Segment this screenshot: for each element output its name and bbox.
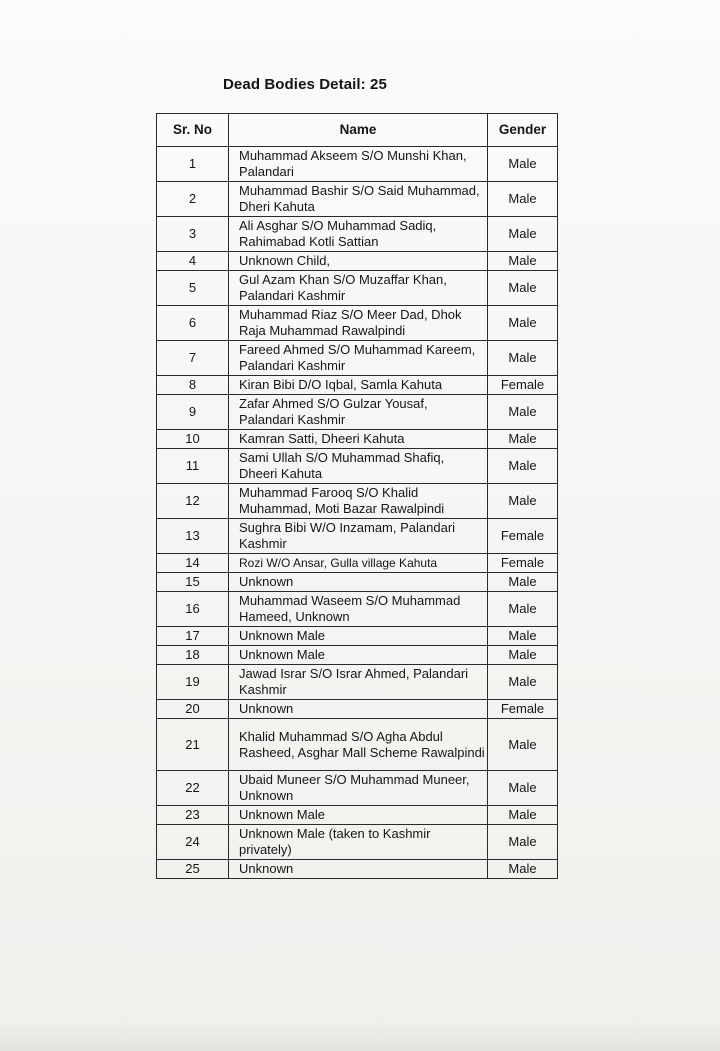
header-sr-no: Sr. No — [157, 114, 229, 147]
gender-cell: Female — [488, 519, 558, 554]
sr-no-cell: 9 — [157, 395, 229, 430]
gender-cell: Male — [488, 252, 558, 271]
table-row — [157, 700, 558, 719]
gender-cell: Male — [488, 430, 558, 449]
gender-cell: Male — [488, 646, 558, 665]
dead-bodies-table — [156, 113, 558, 879]
gender-cell: Male — [488, 771, 558, 806]
table-row — [157, 573, 558, 592]
gender-cell: Female — [488, 376, 558, 395]
gender-cell: Male — [488, 860, 558, 879]
sr-no-cell: 16 — [157, 592, 229, 627]
table-row — [157, 646, 558, 665]
name-cell: Jawad Israr S/O Israr Ahmed, Palandari Kashmir — [229, 665, 488, 700]
name-cell: Zafar Ahmed S/O Gulzar Yousaf, Palandari Kashmir — [229, 395, 488, 430]
sr-no-cell: 1 — [157, 147, 229, 182]
table-row — [157, 341, 558, 376]
sr-no-cell: 24 — [157, 825, 229, 860]
name-cell: Khalid Muhammad S/O Agha Abdul Rasheed, Asghar Mall Scheme Rawalpindi — [229, 719, 488, 771]
sr-no-cell: 11 — [157, 449, 229, 484]
gender-cell: Male — [488, 825, 558, 860]
name-cell: Kiran Bibi D/O Iqbal, Samla Kahuta — [229, 376, 488, 395]
gender-cell: Female — [488, 700, 558, 719]
sr-no-cell: 7 — [157, 341, 229, 376]
header-name: Name — [229, 114, 488, 147]
table-row — [157, 376, 558, 395]
sr-no-cell: 19 — [157, 665, 229, 700]
name-cell: Muhammad Bashir S/O Said Muhammad, Dheri Kahuta — [229, 182, 488, 217]
name-cell: Ubaid Muneer S/O Muhammad Muneer, Unknown — [229, 771, 488, 806]
sr-no-cell: 6 — [157, 306, 229, 341]
gender-cell: Male — [488, 627, 558, 646]
gender-cell: Male — [488, 395, 558, 430]
table-row — [157, 665, 558, 700]
sr-no-cell: 17 — [157, 627, 229, 646]
header-gender: Gender — [488, 114, 558, 147]
name-cell: Fareed Ahmed S/O Muhammad Kareem, Palandari Kashmir — [229, 341, 488, 376]
table-row — [157, 771, 558, 806]
table-row — [157, 806, 558, 825]
table-row — [157, 430, 558, 449]
name-cell: Ali Asghar S/O Muhammad Sadiq, Rahimabad Kotli Sattian — [229, 217, 488, 252]
sr-no-cell: 3 — [157, 217, 229, 252]
name-cell: Muhammad Farooq S/O Khalid Muhammad, Moti Bazar Rawalpindi — [229, 484, 488, 519]
table-row — [157, 519, 558, 554]
name-cell: Kamran Satti, Dheeri Kahuta — [229, 430, 488, 449]
gender-cell: Male — [488, 306, 558, 341]
name-cell: Muhammad Waseem S/O Muhammad Hameed, Unknown — [229, 592, 488, 627]
name-cell: Sughra Bibi W/O Inzamam, Palandari Kashmir — [229, 519, 488, 554]
sr-no-cell: 15 — [157, 573, 229, 592]
table-row — [157, 484, 558, 519]
gender-cell: Male — [488, 217, 558, 252]
sr-no-cell: 22 — [157, 771, 229, 806]
gender-cell: Male — [488, 806, 558, 825]
table-row — [157, 449, 558, 484]
gender-cell: Male — [488, 665, 558, 700]
name-cell: Muhammad Riaz S/O Meer Dad, Dhok Raja Muhammad Rawalpindi — [229, 306, 488, 341]
gender-cell: Male — [488, 484, 558, 519]
sr-no-cell: 2 — [157, 182, 229, 217]
table-row — [157, 182, 558, 217]
name-cell: Unknown Male — [229, 646, 488, 665]
gender-cell: Male — [488, 271, 558, 306]
gender-cell: Male — [488, 449, 558, 484]
table-row — [157, 825, 558, 860]
document-title: Dead Bodies Detail: 25 — [223, 76, 387, 93]
table-header-row — [157, 114, 558, 147]
name-cell: Rozi W/O Ansar, Gulla village Kahuta — [229, 554, 488, 573]
sr-no-cell: 13 — [157, 519, 229, 554]
gender-cell: Female — [488, 554, 558, 573]
name-cell: Sami Ullah S/O Muhammad Shafiq, Dheeri Kahuta — [229, 449, 488, 484]
name-cell: Unknown Child, — [229, 252, 488, 271]
gender-cell: Male — [488, 592, 558, 627]
table-row — [157, 306, 558, 341]
table-row — [157, 592, 558, 627]
table-row — [157, 860, 558, 879]
sr-no-cell: 12 — [157, 484, 229, 519]
sr-no-cell: 20 — [157, 700, 229, 719]
gender-cell: Male — [488, 341, 558, 376]
gender-cell: Male — [488, 573, 558, 592]
name-cell: Unknown — [229, 573, 488, 592]
sr-no-cell: 10 — [157, 430, 229, 449]
sr-no-cell: 4 — [157, 252, 229, 271]
table-row — [157, 395, 558, 430]
sr-no-cell: 21 — [157, 719, 229, 771]
sr-no-cell: 23 — [157, 806, 229, 825]
sr-no-cell: 5 — [157, 271, 229, 306]
sr-no-cell: 18 — [157, 646, 229, 665]
gender-cell: Male — [488, 719, 558, 771]
table-row — [157, 217, 558, 252]
table-row — [157, 719, 558, 771]
table-row — [157, 252, 558, 271]
sr-no-cell: 14 — [157, 554, 229, 573]
name-cell: Unknown Male — [229, 627, 488, 646]
name-cell: Unknown Male — [229, 806, 488, 825]
table-row — [157, 147, 558, 182]
name-cell: Unknown — [229, 860, 488, 879]
gender-cell: Male — [488, 147, 558, 182]
table-row — [157, 554, 558, 573]
name-cell: Unknown — [229, 700, 488, 719]
table-row — [157, 271, 558, 306]
sr-no-cell: 8 — [157, 376, 229, 395]
name-cell: Unknown Male (taken to Kashmir privately) — [229, 825, 488, 860]
table-row — [157, 627, 558, 646]
gender-cell: Male — [488, 182, 558, 217]
name-cell: Muhammad Akseem S/O Munshi Khan, Palandari — [229, 147, 488, 182]
page-bottom-shadow — [0, 1020, 720, 1051]
sr-no-cell: 25 — [157, 860, 229, 879]
name-cell: Gul Azam Khan S/O Muzaffar Khan, Palandari Kashmir — [229, 271, 488, 306]
